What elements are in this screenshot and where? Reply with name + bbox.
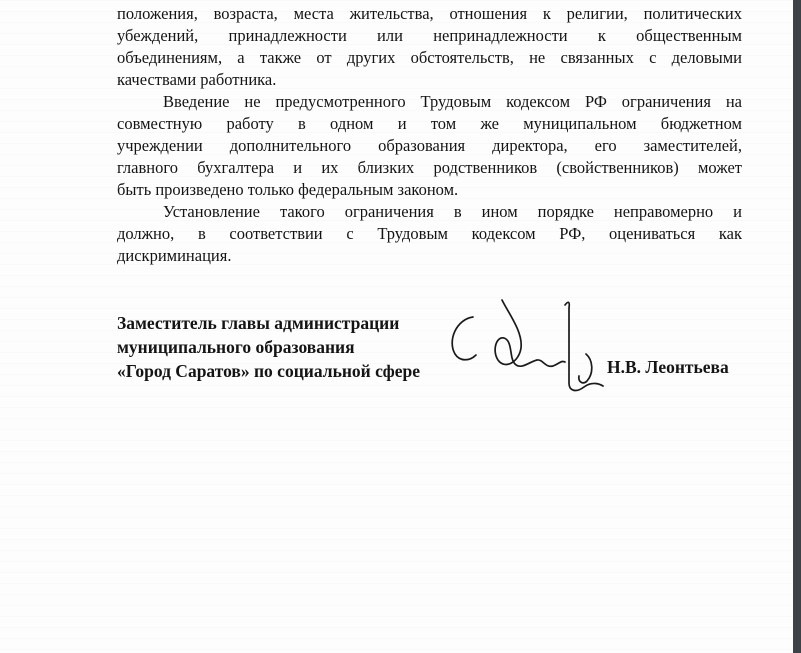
text-line: совместную работу в одном и том же муниципальном бюджетном	[117, 114, 742, 133]
text-line: главного бухгалтера и их близких родственников (свойственников) может	[117, 158, 742, 177]
window-edge-bar	[793, 0, 801, 653]
paragraph	[117, 91, 742, 201]
text-line: дискриминация.	[117, 246, 232, 265]
paragraph	[117, 201, 742, 267]
text-line: объединениям, а также от других обстоятельств, не связанных с деловыми	[117, 48, 742, 67]
body-text	[117, 3, 742, 267]
text-line: положения, возраста, места жительства, отношения к религии, политических	[117, 4, 742, 23]
signature-title-line: «Город Саратов» по социальной сфере	[117, 361, 421, 381]
text-line: быть произведено только федеральным законом.	[117, 180, 459, 199]
handwritten-signature-icon	[443, 288, 613, 403]
text-line: учреждении дополнительного образования директора, его заместителей,	[117, 136, 742, 155]
text-line: качествами работника.	[117, 70, 277, 89]
text-line: Введение не предусмотренного Трудовым кодексом РФ ограничения на	[163, 92, 742, 111]
paragraph	[117, 3, 742, 91]
signature-title-line: Заместитель главы администрации	[117, 313, 400, 333]
text-line: должно, в соответствии с Трудовым кодексом РФ, оцениваться как	[117, 224, 742, 243]
text-line: Установление такого ограничения в ином порядке неправомерно и	[163, 202, 742, 221]
signee-name: Н.В. Леонтьева	[607, 357, 729, 377]
signature-title-line: муниципального образования	[117, 337, 355, 357]
text-line: убеждений, принадлежности или непринадлежности к общественным	[117, 26, 742, 45]
